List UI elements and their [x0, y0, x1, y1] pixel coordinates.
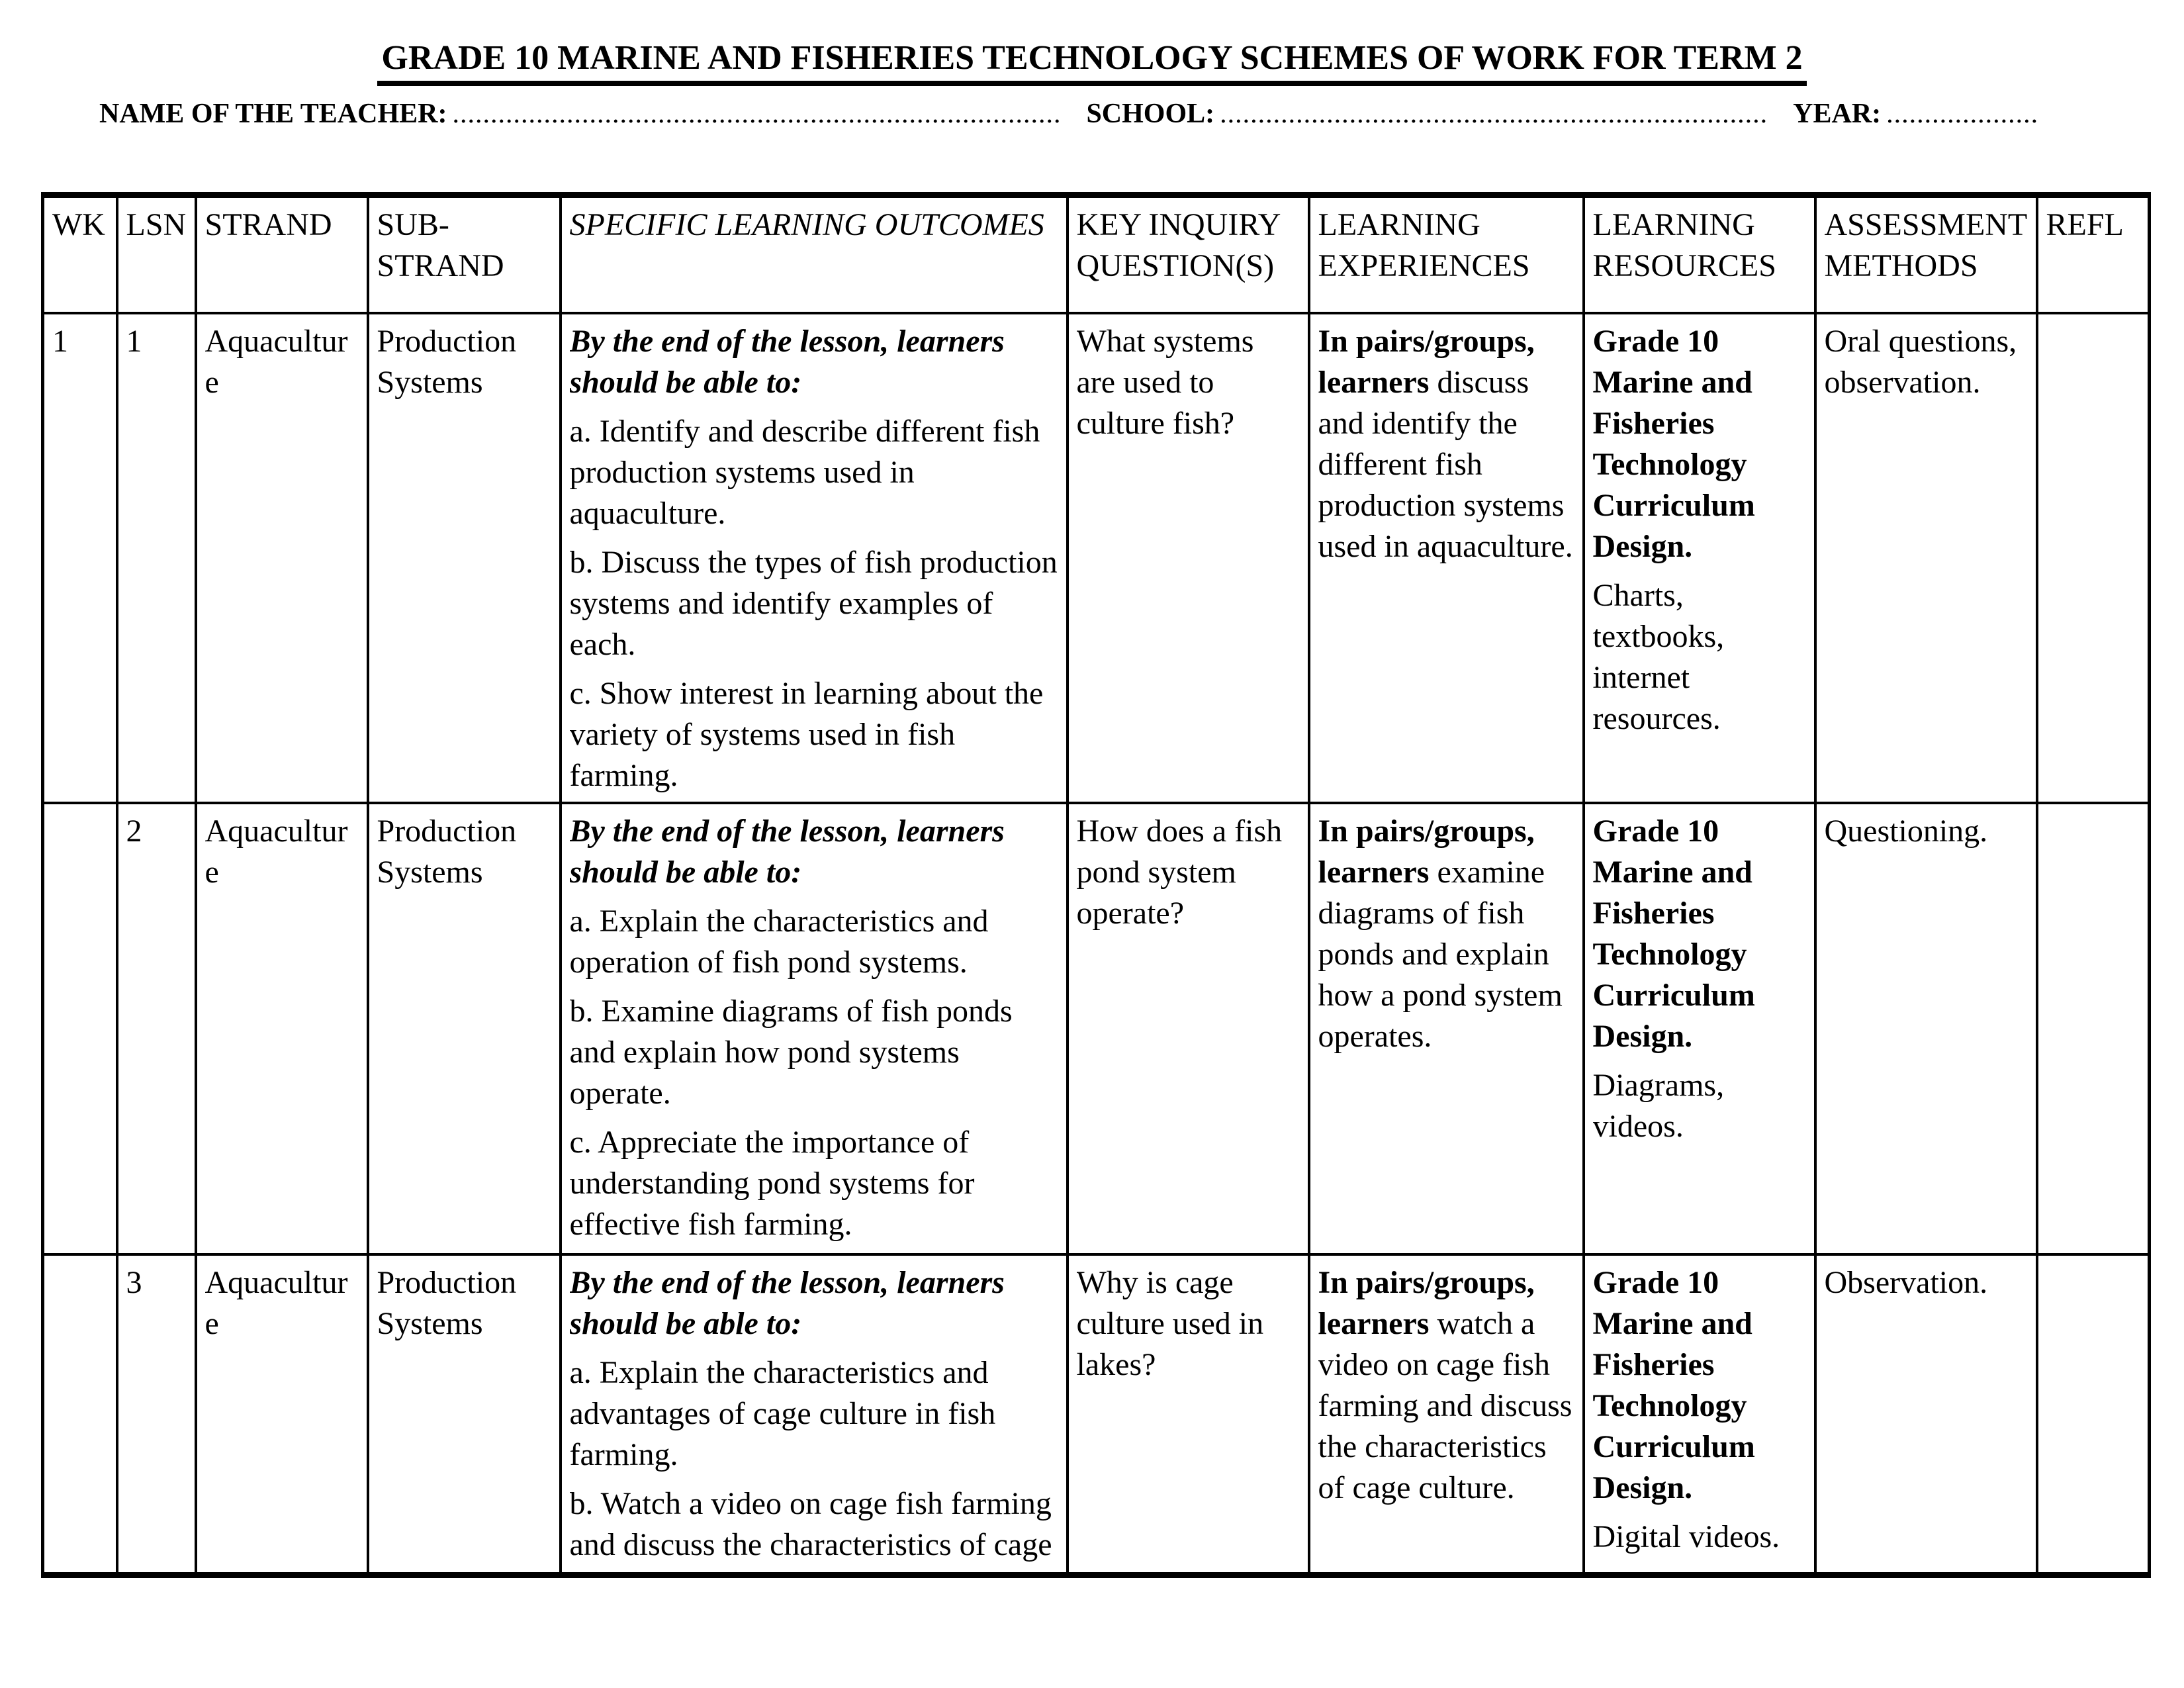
cell-learning-experiences	[1309, 313, 1584, 803]
cell-kiq: How does a fish pond system operate?	[1068, 803, 1309, 1254]
resource-materials: Diagrams, videos.	[1592, 1068, 1725, 1144]
cell-lsn: 1	[117, 313, 196, 803]
slo-item-b: b. Discuss the types of fish production systems and identify examples of each.	[569, 545, 1058, 662]
col-header-learning-experiences: LEARNING EXPERIENCES	[1309, 195, 1584, 314]
col-header-refl: REFL	[2037, 195, 2150, 314]
slo-intro: By the end of the lesson, learners should be able to:	[569, 324, 1005, 400]
slo-item-a: a. Explain the characteristics and advantages of cage culture in fish farming.	[569, 1355, 996, 1472]
learning-experience-text: In pairs/groups, learners examine diagrams of fish ponds and explain how a pond system operates.	[1318, 814, 1563, 1054]
teacher-label: NAME OF THE TEACHER:	[99, 99, 447, 129]
cell-lsn: 3	[117, 1254, 196, 1575]
lesson-row-2	[43, 803, 2150, 1254]
lesson-row-3	[43, 1254, 2150, 1575]
cell-slo	[561, 313, 1068, 803]
slo-item-c: c. Show interest in learning about the variety of systems used in fish farming.	[569, 676, 1044, 793]
cell-substrand: Production Systems	[368, 313, 561, 803]
resource-curriculum: Grade 10 Marine and Fisheries Technology Curriculum Design.	[1592, 324, 1755, 564]
slo-item-b: b. Watch a video on cage fish farming and discuss the characteristics of cage	[569, 1486, 1052, 1562]
schemes-of-work-table	[41, 192, 2151, 1578]
cell-slo	[561, 1254, 1068, 1575]
cell-kiq: Why is cage culture used in lakes?	[1068, 1254, 1309, 1575]
year-label: YEAR:	[1793, 99, 1882, 129]
col-header-lsn: LSN	[117, 195, 196, 314]
slo-item-a: a. Explain the characteristics and operation of fish pond systems.	[569, 904, 989, 980]
year-blank-field: ....................	[1886, 99, 2039, 129]
cell-wk: 1	[43, 313, 117, 803]
col-header-assessment: ASSESSMENT METHODS	[1815, 195, 2037, 314]
learning-experience-text: In pairs/groups, learners discuss and identify the different fish production systems used in aquaculture.	[1318, 324, 1573, 564]
cell-assessment: Oral questions, observation.	[1815, 313, 2037, 803]
school-label: SCHOOL:	[1086, 99, 1215, 129]
cell-strand: Aquaculture	[196, 1254, 368, 1575]
document-title: GRADE 10 MARINE AND FISHERIES TECHNOLOGY SCHEMES OF WORK FOR TERM 2	[377, 38, 1806, 86]
header-fields	[99, 97, 2184, 131]
col-header-kiq: KEY INQUIRY QUESTION(S)	[1068, 195, 1309, 314]
learning-experience-text: In pairs/groups, learners watch a video on cage fish farming and discuss the characteristics of cage culture.	[1318, 1265, 1572, 1505]
cell-assessment: Observation.	[1815, 1254, 2037, 1575]
slo-intro: By the end of the lesson, learners should be able to:	[569, 1265, 1005, 1341]
cell-refl	[2037, 803, 2150, 1254]
col-header-strand: STRAND	[196, 195, 368, 314]
cell-strand: Aquaculture	[196, 803, 368, 1254]
cell-wk	[43, 1254, 117, 1575]
cell-learning-experiences	[1309, 1254, 1584, 1575]
col-header-wk: WK	[43, 195, 117, 314]
cell-learning-resources	[1584, 803, 1815, 1254]
lesson-row-1	[43, 313, 2150, 803]
resource-materials: Charts, textbooks, internet resources.	[1592, 578, 1725, 736]
teacher-blank-field: ................................................................................	[452, 99, 1062, 129]
cell-wk	[43, 803, 117, 1254]
resource-materials: Digital videos.	[1592, 1519, 1780, 1554]
slo-intro: By the end of the lesson, learners should be able to:	[569, 814, 1005, 890]
cell-assessment: Questioning.	[1815, 803, 2037, 1254]
header-row	[43, 195, 2150, 314]
cell-slo	[561, 803, 1068, 1254]
col-header-slo: SPECIFIC LEARNING OUTCOMES	[561, 195, 1068, 314]
cell-substrand: Production Systems	[368, 803, 561, 1254]
cell-lsn: 2	[117, 803, 196, 1254]
title-row	[0, 38, 2184, 86]
cell-learning-resources	[1584, 1254, 1815, 1575]
col-header-substrand: SUB-STRAND	[368, 195, 561, 314]
cell-learning-experiences	[1309, 803, 1584, 1254]
slo-item-c: c. Appreciate the importance of understanding pond systems for effective fish farming.	[569, 1125, 975, 1242]
school-blank-field: ........................................................................	[1220, 99, 1768, 129]
cell-refl	[2037, 313, 2150, 803]
slo-item-b: b. Examine diagrams of fish ponds and explain how pond systems operate.	[569, 994, 1013, 1111]
cell-kiq: What systems are used to culture fish?	[1068, 313, 1309, 803]
cell-learning-resources	[1584, 313, 1815, 803]
cell-substrand: Production Systems	[368, 1254, 561, 1575]
cell-refl	[2037, 1254, 2150, 1575]
col-header-learning-resources: LEARNING RESOURCES	[1584, 195, 1815, 314]
resource-curriculum: Grade 10 Marine and Fisheries Technology Curriculum Design.	[1592, 1265, 1755, 1505]
slo-item-a: a. Identify and describe different fish production systems used in aquaculture.	[569, 414, 1040, 531]
resource-curriculum: Grade 10 Marine and Fisheries Technology Curriculum Design.	[1592, 814, 1755, 1054]
cell-strand: Aquaculture	[196, 313, 368, 803]
